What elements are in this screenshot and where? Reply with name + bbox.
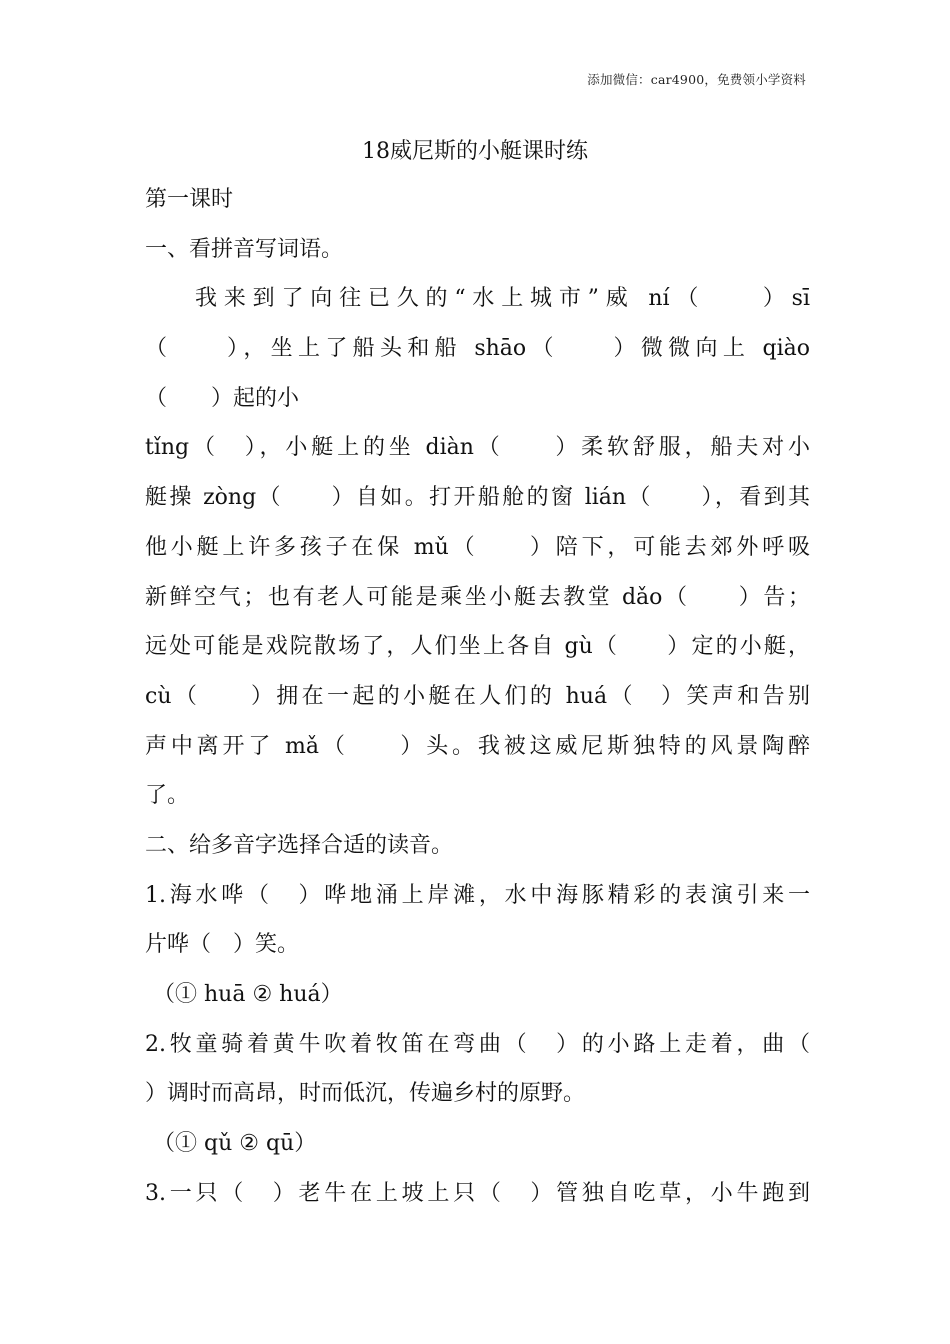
passage-line: cù（ ）拥在一起的小艇在人们的 huá（ ）笑声和告别 [145,683,810,709]
page-title: 18威尼斯的小艇课时练 [362,139,588,164]
passage-line: （ ）起的小 [145,385,300,411]
passage-line: tǐng（ ），小艇上的坐 diàn（ ）柔软舒服，船夫对小 [145,435,810,461]
passage-line: 声中离开了 mǎ（ ）头。我被这威尼斯独特的风景陶醉 [145,733,810,759]
section-1-heading: 一、看拼音写词语。 [145,236,344,262]
question-2-line: ）调时而高昂，时而低沉，传遍乡村的原野。 [145,1081,586,1107]
question-2-options: （① qǔ ② qū） [153,1131,317,1157]
passage-line: 他小艇上许多孩子在保 mǔ（ ）陪下，可能去郊外呼吸 [145,534,810,560]
section-2-heading: 二、给多音字选择合适的读音。 [145,832,454,858]
question-1-line: 片哗（ ）笑。 [145,932,300,958]
passage-line: 新鲜空气；也有老人可能是乘坐小艇去教堂 dǎo（ ）告； [145,584,810,610]
passage-line: 我来到了向往已久的“水上城市”威 ní（ ）sī [195,286,810,312]
passage-line: 艇操 zòng（ ）自如。打开船舱的窗 lián（ ），看到其 [145,485,810,511]
lesson-label: 第一课时 [145,187,234,212]
passage-line: 远处可能是戏院散场了，人们坐上各自 gù（ ）定的小艇， [145,634,810,660]
passage-line: （ ），坐上了船头和船 shāo（ ）微微向上 qiào [145,336,810,362]
question-1-options: （① huā ② huá） [153,982,343,1007]
question-2-line: 2.牧童骑着黄牛吹着牧笛在弯曲（ ）的小路上走着，曲（ [145,1031,810,1057]
passage-line: 了。 [145,783,190,809]
header-note: 添加微信：car4900，免费领小学资料 [587,72,806,87]
question-3-line: 3.一只（ ）老牛在上坡上只（ ）管独自吃草，小牛跑到 [145,1180,810,1206]
worksheet-body [145,175,810,1218]
question-1-line: 1.海水哗（ ）哗地涌上岸滩，水中海豚精彩的表演引来一 [145,882,810,908]
